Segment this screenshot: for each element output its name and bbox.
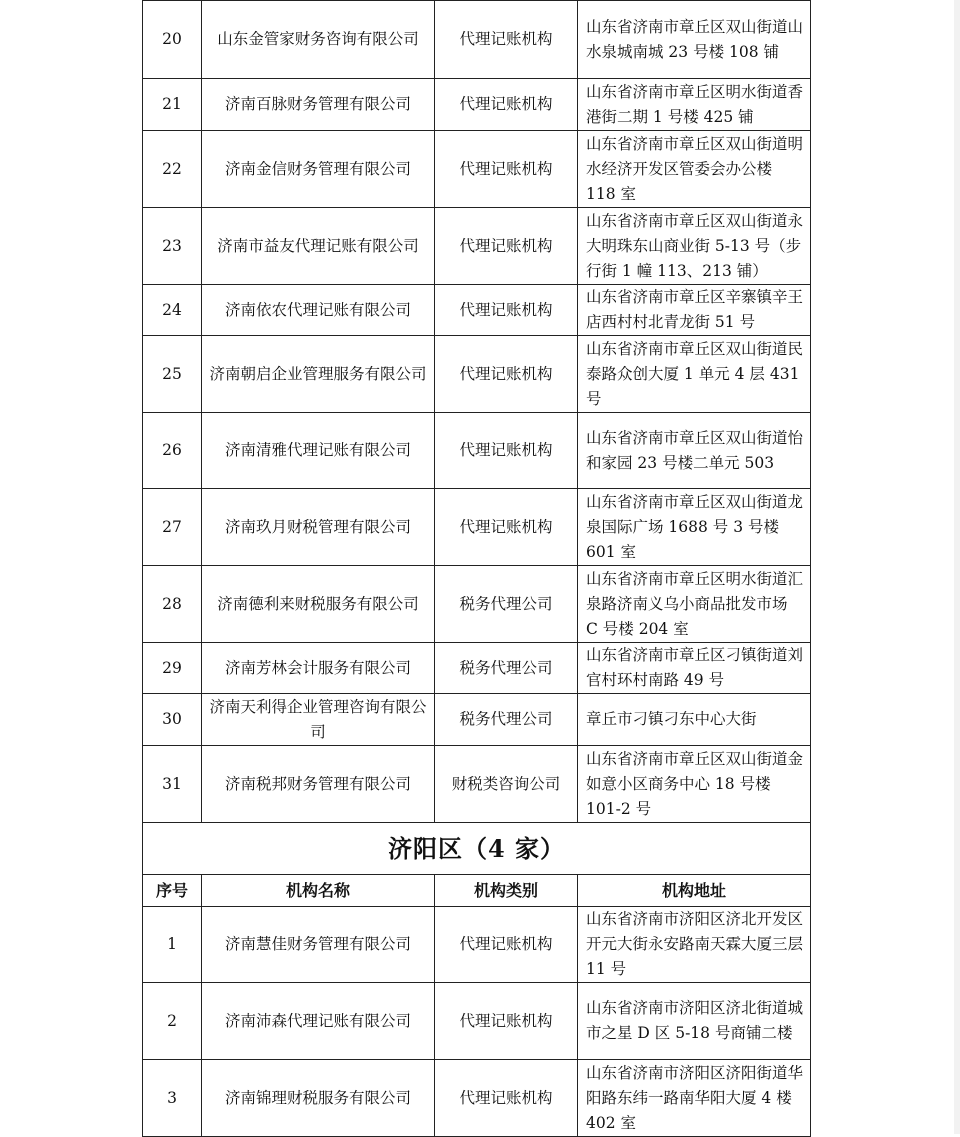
row-number: 29 (143, 643, 202, 694)
table-row (143, 1, 811, 79)
row-number: 24 (143, 285, 202, 336)
institution-category: 代理记账机构 (435, 1060, 578, 1137)
table-row (143, 907, 811, 983)
table-row (143, 566, 811, 643)
row-number: 25 (143, 336, 202, 413)
institution-name: 济南朝启企业管理服务有限公司 (202, 336, 435, 413)
row-number: 3 (143, 1060, 202, 1137)
table-header-row (143, 875, 811, 907)
institution-category: 税务代理公司 (435, 566, 578, 643)
institution-address: 章丘市刁镇刁东中心大街 (578, 694, 811, 746)
row-number: 2 (143, 983, 202, 1060)
institution-category: 代理记账机构 (435, 336, 578, 413)
row-number: 31 (143, 746, 202, 823)
header-number: 序号 (143, 875, 202, 907)
section-title: 济阳区（4 家） (143, 823, 811, 875)
table-row (143, 489, 811, 566)
header-category: 机构类别 (435, 875, 578, 907)
institution-name: 济南慧佳财务管理有限公司 (202, 907, 435, 983)
institution-category: 代理记账机构 (435, 413, 578, 489)
row-number: 1 (143, 907, 202, 983)
institution-category: 代理记账机构 (435, 489, 578, 566)
scrollbar[interactable] (954, 0, 960, 1134)
institution-category: 代理记账机构 (435, 907, 578, 983)
institution-address: 山东省济南市济阳区济北开发区开元大街永安路南天霖大厦三层 11 号 (578, 907, 811, 983)
table-row (143, 1060, 811, 1137)
table-row (143, 131, 811, 208)
institution-name: 济南天利得企业管理咨询有限公司 (202, 694, 435, 746)
row-number: 20 (143, 1, 202, 79)
row-number: 22 (143, 131, 202, 208)
row-number: 27 (143, 489, 202, 566)
institution-category: 财税类咨询公司 (435, 746, 578, 823)
section-row (143, 823, 811, 875)
institution-address: 山东省济南市章丘区双山街道明水经济开发区管委会办公楼 118 室 (578, 131, 811, 208)
institution-category: 税务代理公司 (435, 694, 578, 746)
institution-address: 山东省济南市章丘区辛寨镇辛王店西村村北青龙街 51 号 (578, 285, 811, 336)
institution-name: 济南百脉财务管理有限公司 (202, 79, 435, 131)
institution-address: 山东省济南市章丘区明水街道汇泉路济南义乌小商品批发市场 C 号楼 204 室 (578, 566, 811, 643)
row-number: 30 (143, 694, 202, 746)
institution-name: 济南市益友代理记账有限公司 (202, 208, 435, 285)
row-number: 21 (143, 79, 202, 131)
institution-name: 山东金管家财务咨询有限公司 (202, 1, 435, 79)
institution-category: 代理记账机构 (435, 131, 578, 208)
institution-category: 代理记账机构 (435, 285, 578, 336)
institution-address: 山东省济南市济阳区济北街道城市之星 D 区 5-18 号商铺二楼 (578, 983, 811, 1060)
institution-table (142, 0, 811, 1137)
table-row (143, 79, 811, 131)
institution-category: 代理记账机构 (435, 983, 578, 1060)
institution-address: 山东省济南市章丘区双山街道民泰路众创大厦 1 单元 4 层 431 号 (578, 336, 811, 413)
row-number: 26 (143, 413, 202, 489)
table-row (143, 413, 811, 489)
table-row (143, 746, 811, 823)
header-address: 机构地址 (578, 875, 811, 907)
institution-name: 济南芳林会计服务有限公司 (202, 643, 435, 694)
institution-name: 济南德利来财税服务有限公司 (202, 566, 435, 643)
institution-address: 山东省济南市章丘区双山街道山水泉城南城 23 号楼 108 铺 (578, 1, 811, 79)
institution-address: 山东省济南市章丘区双山街道永大明珠东山商业街 5-13 号（步行街 1 幢 113、213 铺） (578, 208, 811, 285)
table-row (143, 694, 811, 746)
row-number: 23 (143, 208, 202, 285)
table-row (143, 336, 811, 413)
table-row (143, 643, 811, 694)
institution-name: 济南锦理财税服务有限公司 (202, 1060, 435, 1137)
institution-category: 税务代理公司 (435, 643, 578, 694)
institution-address: 山东省济南市章丘区双山街道金如意小区商务中心 18 号楼 101-2 号 (578, 746, 811, 823)
institution-category: 代理记账机构 (435, 208, 578, 285)
header-name: 机构名称 (202, 875, 435, 907)
institution-name: 济南税邦财务管理有限公司 (202, 746, 435, 823)
institution-name: 济南玖月财税管理有限公司 (202, 489, 435, 566)
institution-category: 代理记账机构 (435, 79, 578, 131)
institution-name: 济南沛森代理记账有限公司 (202, 983, 435, 1060)
institution-address: 山东省济南市章丘区刁镇街道刘官村环村南路 49 号 (578, 643, 811, 694)
table-row (143, 208, 811, 285)
institution-category: 代理记账机构 (435, 1, 578, 79)
institution-name: 济南清雅代理记账有限公司 (202, 413, 435, 489)
table-row (143, 285, 811, 336)
institution-address: 山东省济南市章丘区双山街道龙泉国际广场 1688 号 3 号楼 601 室 (578, 489, 811, 566)
institution-address: 山东省济南市章丘区双山街道怡和家园 23 号楼二单元 503 (578, 413, 811, 489)
institution-name: 济南金信财务管理有限公司 (202, 131, 435, 208)
institution-address: 山东省济南市济阳区济阳街道华阳路东纬一路南华阳大厦 4 楼 402 室 (578, 1060, 811, 1137)
row-number: 28 (143, 566, 202, 643)
institution-name: 济南依农代理记账有限公司 (202, 285, 435, 336)
table-row (143, 983, 811, 1060)
institution-address: 山东省济南市章丘区明水街道香港街二期 1 号楼 425 铺 (578, 79, 811, 131)
